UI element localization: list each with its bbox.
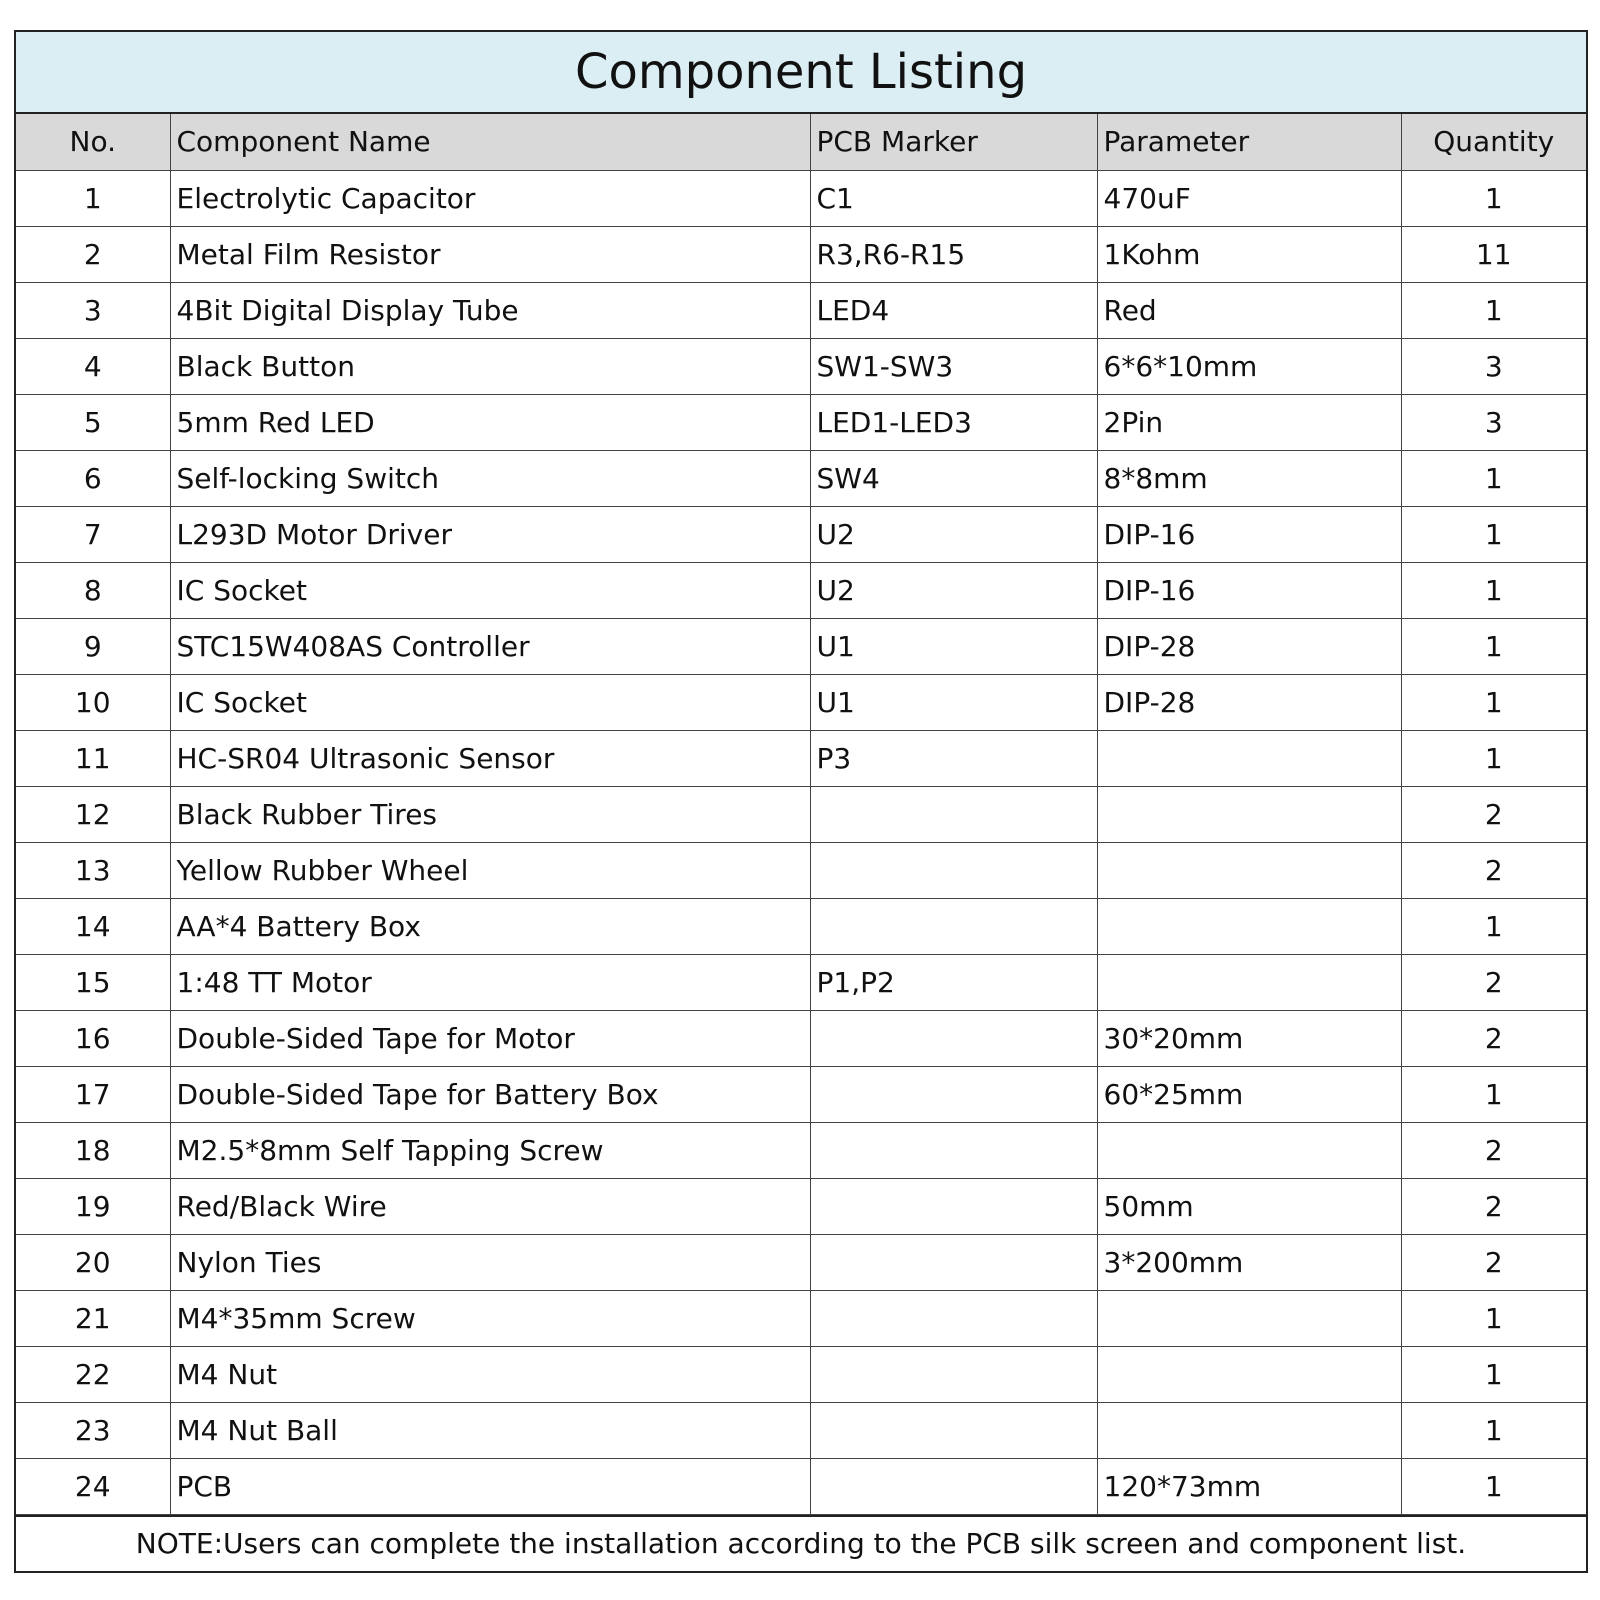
cell-pcb (810, 786, 1097, 842)
cell-param (1097, 1290, 1401, 1346)
cell-no: 16 (16, 1010, 170, 1066)
cell-name: Electrolytic Capacitor (170, 170, 810, 226)
cell-no: 21 (16, 1290, 170, 1346)
cell-param: DIP-16 (1097, 562, 1401, 618)
cell-pcb (810, 1066, 1097, 1122)
cell-pcb: U1 (810, 674, 1097, 730)
table-row (16, 1122, 1586, 1178)
cell-name: Yellow Rubber Wheel (170, 842, 810, 898)
table-row (16, 450, 1586, 506)
cell-param (1097, 1122, 1401, 1178)
cell-name: Red/Black Wire (170, 1178, 810, 1234)
cell-pcb: LED4 (810, 282, 1097, 338)
cell-pcb: LED1-LED3 (810, 394, 1097, 450)
cell-qty: 1 (1401, 730, 1586, 786)
cell-name: Double-Sided Tape for Motor (170, 1010, 810, 1066)
cell-no: 11 (16, 730, 170, 786)
cell-name: Black Button (170, 338, 810, 394)
cell-name: IC Socket (170, 674, 810, 730)
cell-no: 19 (16, 1178, 170, 1234)
component-table (16, 114, 1586, 1515)
table-row (16, 1346, 1586, 1402)
cell-param: 2Pin (1097, 394, 1401, 450)
cell-param: 3*200mm (1097, 1234, 1401, 1290)
cell-no: 6 (16, 450, 170, 506)
cell-no: 4 (16, 338, 170, 394)
cell-pcb: P1,P2 (810, 954, 1097, 1010)
cell-qty: 2 (1401, 1178, 1586, 1234)
cell-qty: 1 (1401, 1290, 1586, 1346)
table-row (16, 1234, 1586, 1290)
cell-param: 6*6*10mm (1097, 338, 1401, 394)
cell-param: 8*8mm (1097, 450, 1401, 506)
column-header-param: Parameter (1097, 114, 1401, 170)
page-title: Component Listing (16, 32, 1586, 114)
table-row (16, 394, 1586, 450)
cell-param: 30*20mm (1097, 1010, 1401, 1066)
cell-no: 10 (16, 674, 170, 730)
cell-param: 50mm (1097, 1178, 1401, 1234)
cell-name: 4Bit Digital Display Tube (170, 282, 810, 338)
cell-pcb: SW1-SW3 (810, 338, 1097, 394)
cell-no: 2 (16, 226, 170, 282)
table-row (16, 506, 1586, 562)
cell-name: Double-Sided Tape for Battery Box (170, 1066, 810, 1122)
cell-pcb (810, 1290, 1097, 1346)
table-row (16, 226, 1586, 282)
cell-no: 8 (16, 562, 170, 618)
cell-qty: 2 (1401, 1122, 1586, 1178)
cell-name: HC-SR04 Ultrasonic Sensor (170, 730, 810, 786)
cell-qty: 3 (1401, 338, 1586, 394)
column-header-qty: Quantity (1401, 114, 1586, 170)
cell-qty: 3 (1401, 394, 1586, 450)
table-row (16, 674, 1586, 730)
cell-pcb: C1 (810, 170, 1097, 226)
cell-param: 60*25mm (1097, 1066, 1401, 1122)
cell-pcb (810, 842, 1097, 898)
cell-no: 5 (16, 394, 170, 450)
table-row (16, 1458, 1586, 1514)
cell-pcb (810, 1178, 1097, 1234)
column-header-name: Component Name (170, 114, 810, 170)
cell-name: 5mm Red LED (170, 394, 810, 450)
table-row (16, 170, 1586, 226)
table-row (16, 1066, 1586, 1122)
table-header-row (16, 114, 1586, 170)
cell-name: M2.5*8mm Self Tapping Screw (170, 1122, 810, 1178)
cell-pcb: P3 (810, 730, 1097, 786)
cell-no: 15 (16, 954, 170, 1010)
table-row (16, 562, 1586, 618)
cell-qty: 1 (1401, 1458, 1586, 1514)
table-row (16, 1010, 1586, 1066)
table-row (16, 786, 1586, 842)
cell-qty: 2 (1401, 842, 1586, 898)
cell-qty: 1 (1401, 506, 1586, 562)
cell-param: 120*73mm (1097, 1458, 1401, 1514)
cell-name: Metal Film Resistor (170, 226, 810, 282)
cell-qty: 1 (1401, 1066, 1586, 1122)
cell-no: 22 (16, 1346, 170, 1402)
column-header-pcb: PCB Marker (810, 114, 1097, 170)
table-row (16, 954, 1586, 1010)
table-row (16, 898, 1586, 954)
cell-pcb: R3,R6-R15 (810, 226, 1097, 282)
column-header-no: No. (16, 114, 170, 170)
cell-qty: 1 (1401, 1402, 1586, 1458)
cell-param: DIP-28 (1097, 618, 1401, 674)
cell-param: 470uF (1097, 170, 1401, 226)
cell-qty: 2 (1401, 1234, 1586, 1290)
cell-name: Self-locking Switch (170, 450, 810, 506)
cell-pcb (810, 1458, 1097, 1514)
cell-no: 24 (16, 1458, 170, 1514)
cell-pcb: U1 (810, 618, 1097, 674)
cell-no: 13 (16, 842, 170, 898)
cell-name: 1:48 TT Motor (170, 954, 810, 1010)
cell-param (1097, 1346, 1401, 1402)
cell-name: L293D Motor Driver (170, 506, 810, 562)
cell-no: 12 (16, 786, 170, 842)
cell-name: M4 Nut (170, 1346, 810, 1402)
table-row (16, 1178, 1586, 1234)
cell-pcb: SW4 (810, 450, 1097, 506)
cell-param: Red (1097, 282, 1401, 338)
table-row (16, 618, 1586, 674)
cell-qty: 1 (1401, 450, 1586, 506)
cell-no: 18 (16, 1122, 170, 1178)
cell-pcb (810, 898, 1097, 954)
cell-qty: 1 (1401, 898, 1586, 954)
cell-pcb (810, 1346, 1097, 1402)
component-listing-sheet (14, 30, 1588, 1573)
cell-no: 17 (16, 1066, 170, 1122)
cell-name: IC Socket (170, 562, 810, 618)
cell-qty: 1 (1401, 282, 1586, 338)
cell-no: 9 (16, 618, 170, 674)
cell-pcb: U2 (810, 562, 1097, 618)
cell-no: 3 (16, 282, 170, 338)
table-row (16, 338, 1586, 394)
installation-note: NOTE:Users can complete the installation according to the PCB silk screen and component list. (16, 1515, 1586, 1572)
cell-param (1097, 730, 1401, 786)
cell-qty: 2 (1401, 1010, 1586, 1066)
cell-param: 1Kohm (1097, 226, 1401, 282)
table-row (16, 1402, 1586, 1458)
cell-no: 1 (16, 170, 170, 226)
cell-qty: 2 (1401, 954, 1586, 1010)
table-row (16, 842, 1586, 898)
cell-name: Nylon Ties (170, 1234, 810, 1290)
cell-name: PCB (170, 1458, 810, 1514)
cell-pcb (810, 1234, 1097, 1290)
cell-qty: 1 (1401, 170, 1586, 226)
cell-no: 14 (16, 898, 170, 954)
cell-name: STC15W408AS Controller (170, 618, 810, 674)
cell-qty: 1 (1401, 618, 1586, 674)
cell-pcb (810, 1010, 1097, 1066)
cell-pcb: U2 (810, 506, 1097, 562)
cell-param (1097, 954, 1401, 1010)
cell-name: Black Rubber Tires (170, 786, 810, 842)
table-row (16, 282, 1586, 338)
cell-qty: 11 (1401, 226, 1586, 282)
cell-qty: 1 (1401, 562, 1586, 618)
cell-pcb (810, 1402, 1097, 1458)
cell-name: M4*35mm Screw (170, 1290, 810, 1346)
cell-qty: 1 (1401, 1346, 1586, 1402)
cell-qty: 1 (1401, 674, 1586, 730)
table-body (16, 170, 1586, 1514)
cell-param: DIP-28 (1097, 674, 1401, 730)
cell-name: M4 Nut Ball (170, 1402, 810, 1458)
cell-no: 20 (16, 1234, 170, 1290)
cell-param (1097, 786, 1401, 842)
table-row (16, 1290, 1586, 1346)
cell-no: 7 (16, 506, 170, 562)
cell-name: AA*4 Battery Box (170, 898, 810, 954)
cell-qty: 2 (1401, 786, 1586, 842)
cell-no: 23 (16, 1402, 170, 1458)
cell-param (1097, 898, 1401, 954)
cell-param (1097, 1402, 1401, 1458)
table-row (16, 730, 1586, 786)
cell-param (1097, 842, 1401, 898)
cell-pcb (810, 1122, 1097, 1178)
cell-param: DIP-16 (1097, 506, 1401, 562)
